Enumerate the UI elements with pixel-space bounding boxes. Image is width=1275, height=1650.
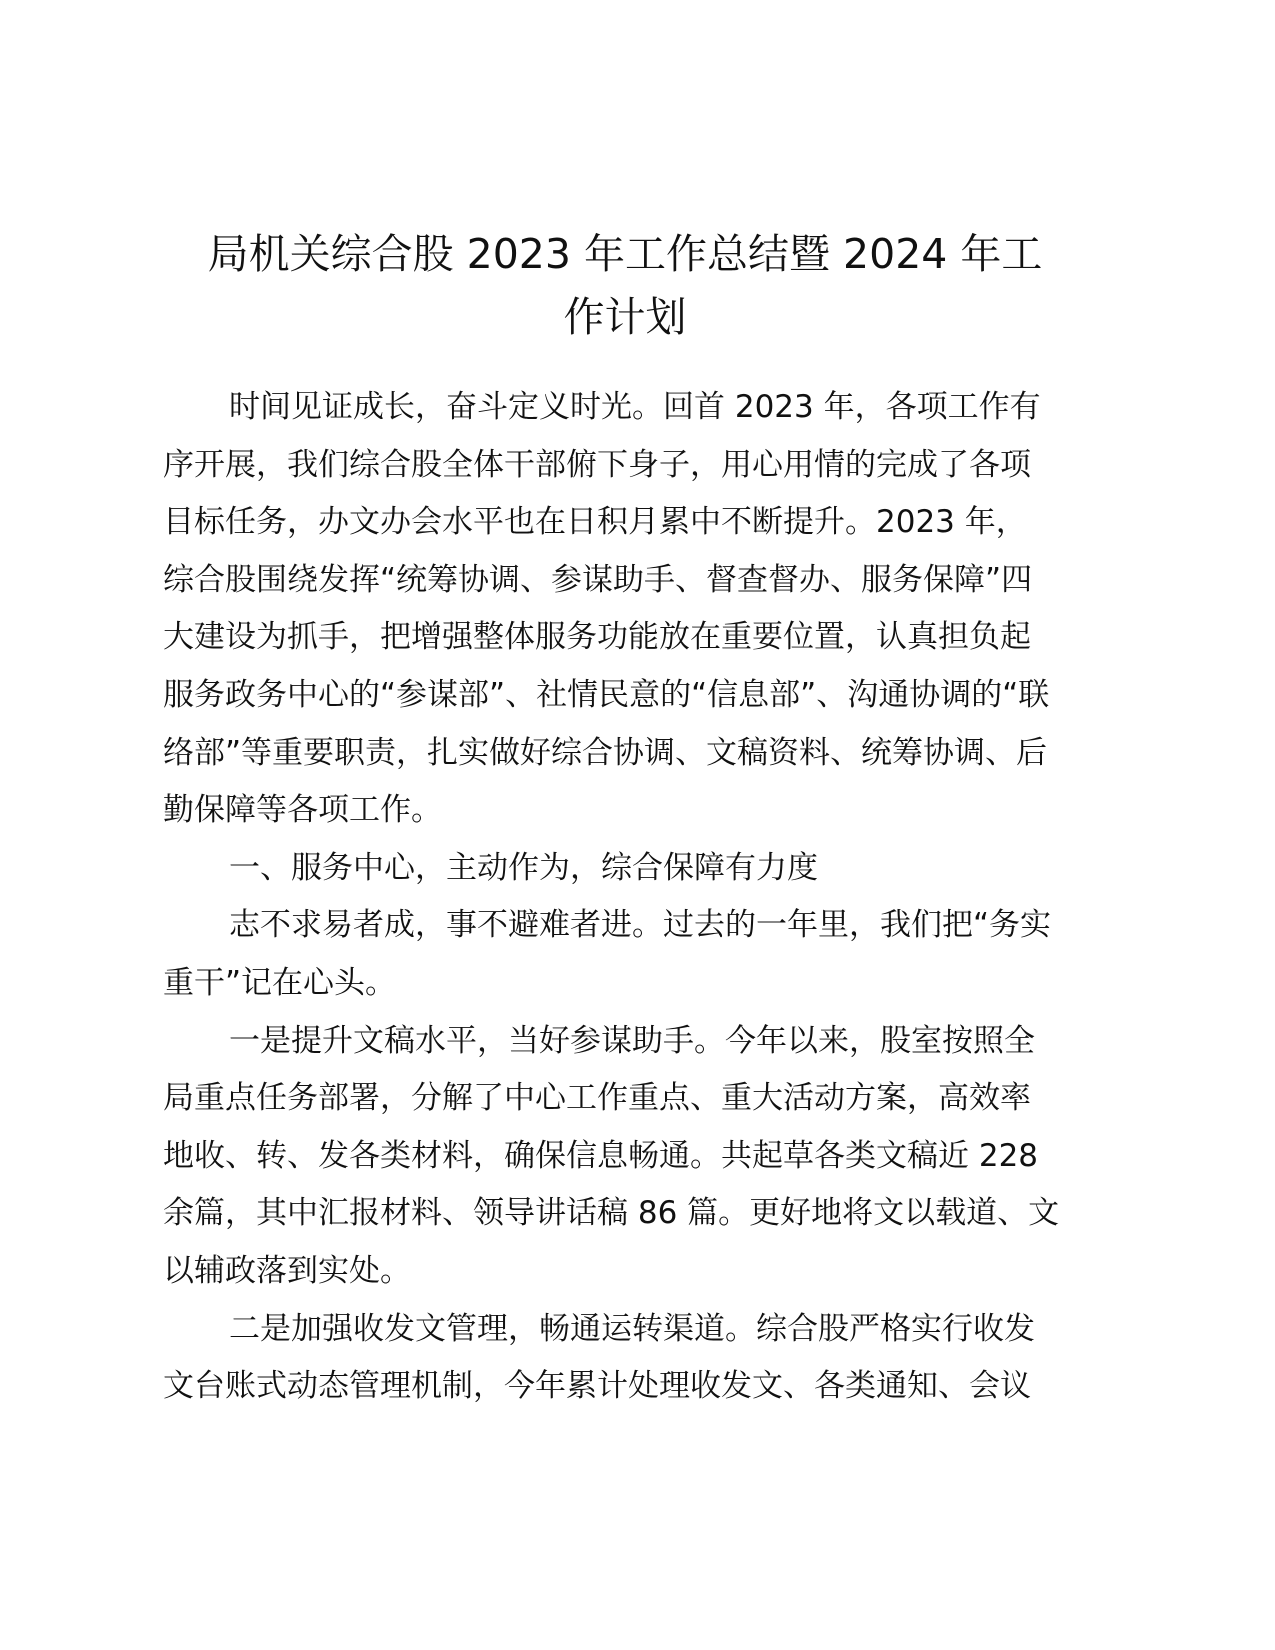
paragraph-intro-line: 综合股围绕发挥“统筹协调、参谋助手、督查督办、服务保障”四 [163, 561, 1033, 598]
paragraph-item1-line: 以辅政落到实处。 [163, 1252, 411, 1289]
paragraph-section1-line: 志不求易者成，事不避难者进。过去的一年里，我们把“务实 [229, 907, 1052, 944]
paragraph-item2-line: 文台账式动态管理机制，今年累计处理收发文、各类通知、会议 [163, 1368, 1031, 1405]
title-line-2: 作计划 [563, 293, 687, 341]
paragraph-intro-line: 络部”等重要职责，扎实做好综合协调、文稿资料、统筹协调、后 [163, 734, 1048, 771]
document-title [160, 223, 1090, 349]
paragraph-intro-line: 勤保障等各项工作。 [163, 792, 442, 829]
paragraph-intro-line: 目标任务，办文办会水平也在日积月累中不断提升。2023 年， [163, 504, 1027, 541]
paragraph-item1-line: 余篇，其中汇报材料、领导讲话稿 86 篇。更好地将文以载道、文 [163, 1195, 1060, 1232]
paragraph-intro-line: 时间见证成长，奋斗定义时光。回首 2023 年，各项工作有 [229, 389, 1041, 425]
paragraph-intro-line: 服务政务中心的“参谋部”、社情民意的“信息部”、沟通协调的“联 [163, 676, 1050, 713]
paragraph-item1-line: 地收、转、发各类材料，确保信息畅通。共起草各类文稿近 228 [163, 1137, 1039, 1174]
paragraph-item1-line: 局重点任务部署，分解了中心工作重点、重大活动方案，高效率 [163, 1080, 1031, 1117]
document-body [163, 379, 1123, 1416]
section-heading-1: 一、服务中心，主动作为，综合保障有力度 [229, 849, 818, 886]
paragraph-item1-line: 一是提升文稿水平，当好参谋助手。今年以来，股室按照全 [229, 1022, 1035, 1059]
title-line-1: 局机关综合股 2023 年工作总结暨 2024 年工 [207, 230, 1043, 278]
paragraph-item2-line: 二是加强收发文管理，畅通运转渠道。综合股严格实行收发 [229, 1310, 1035, 1347]
paragraph-intro-line: 大建设为抓手，把增强整体服务功能放在重要位置，认真担负起 [163, 619, 1031, 656]
paragraph-intro-line: 序开展，我们综合股全体干部俯下身子，用心用情的完成了各项 [163, 446, 1031, 483]
paragraph-section1-line: 重干”记在心头。 [163, 964, 397, 1001]
